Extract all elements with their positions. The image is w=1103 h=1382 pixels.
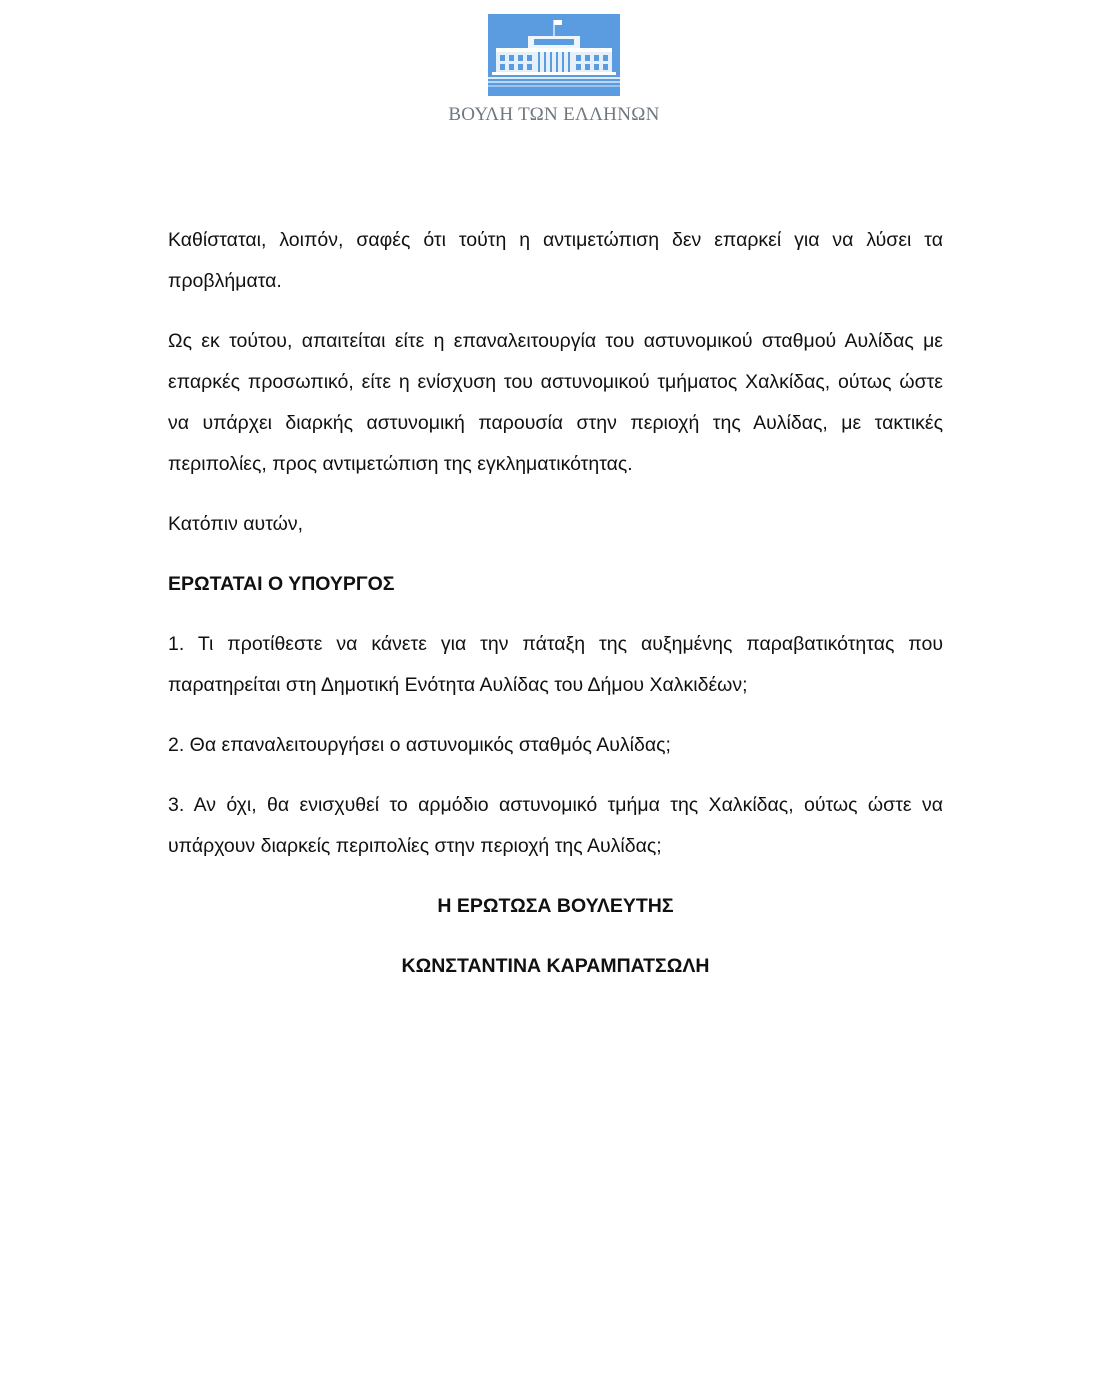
signature-title: Η ΕΡΩΤΩΣΑ ΒΟΥΛΕΥΤΗΣ: [437, 895, 674, 917]
paragraph: Κατόπιν αυτών,: [168, 513, 304, 535]
paragraph: Καθίσταται, λοιπόν, σαφές ότι τούτη η αντιμετώπιση δεν επαρκεί για να λύσει τα προβλήματα.: [168, 229, 943, 292]
question-item: 3. Αν όχι, θα ενισχυθεί το αρμόδιο αστυνομικό τμήμα της Χαλκίδας, ούτως ώστε να υπάρχουν διαρκείς περιπολίες στην περιοχή της Αυλίδας;: [168, 794, 943, 857]
paragraph: Ως εκ τούτου, απαιτείται είτε η επαναλειτουργία του αστυνομικού σταθμού Αυλίδας με επαρκές προσωπικό, είτε η ενίσχυση του αστυνομικού τμήματος Χαλκίδας, ούτως ώστε να υπάρχει διαρκής αστυνομική παρουσία στην περιοχή της Αυλίδας, με τακτικές περιπολίες, προς αντιμετώπιση της εγκληματικότητας.: [168, 330, 943, 475]
document-body: [168, 220, 943, 1006]
signature-name: ΚΩΝΣΤΑΝΤΙΝΑ ΚΑΡΑΜΠΑΤΣΩΛΗ: [401, 955, 710, 977]
question-item: 1. Τι προτίθεστε να κάνετε για την πάταξη της αυξημένης παραβατικότητας που παρατηρείται στη Δημοτική Ενότητα Αυλίδας του Δήμου Χαλκιδέων;: [168, 633, 943, 696]
parliament-building-icon: [488, 14, 620, 96]
section-heading: ΕΡΩΤΑΤΑΙ Ο ΥΠΟΥΡΓΟΣ: [168, 573, 395, 595]
question-item: 2. Θα επαναλειτουργήσει ο αστυνομικός σταθμός Αυλίδας;: [168, 734, 671, 756]
logo-text: ΒΟΥΛΗ ΤΩΝ ΕΛΛΗΝΩΝ: [448, 104, 660, 125]
parliament-logo: [444, 14, 664, 126]
